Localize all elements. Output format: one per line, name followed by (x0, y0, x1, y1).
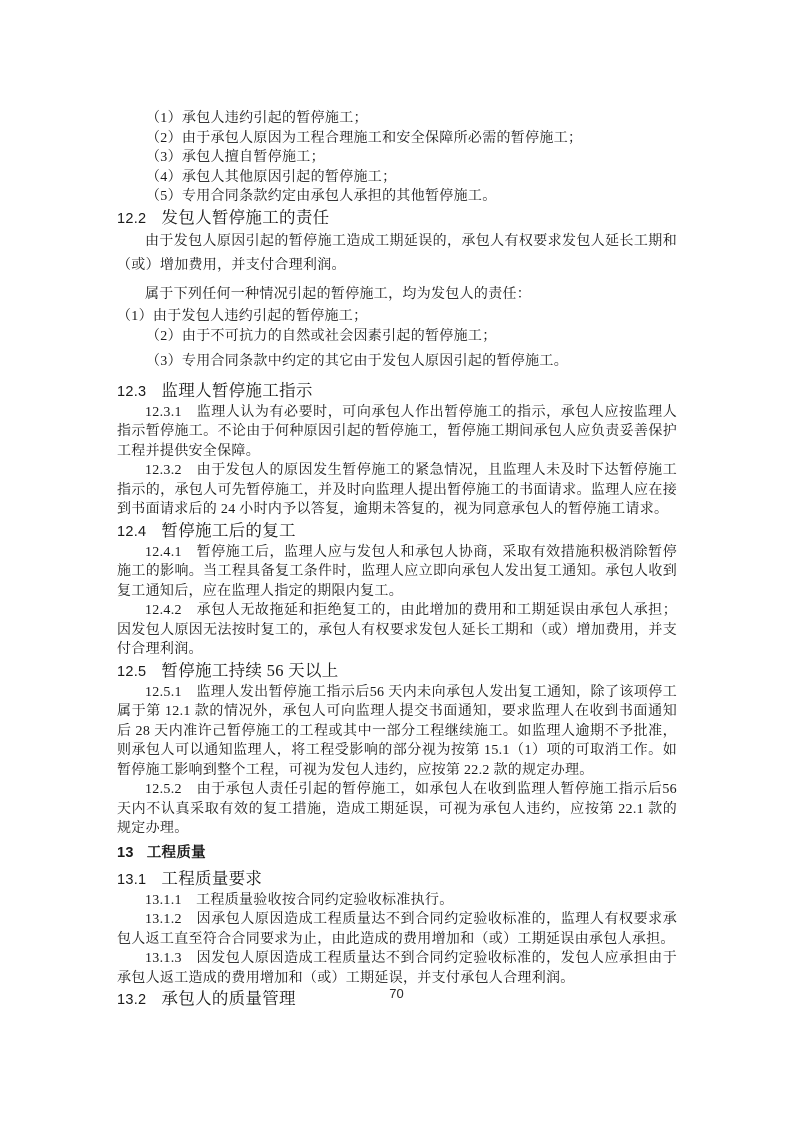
clause-paragraph: 13.1.1 工程质量验收按合同约定验收标准执行。 (145, 892, 454, 908)
section-number: 12.3 (117, 383, 147, 400)
clause-paragraph: 13.1.2 因承包人原因造成工程质量达不到合同约定验收标准的，监理人有权要求承包人返工直至符合合同要求为止，由此造成的费用增加和（或）工期延误由承包人承担。 (117, 912, 677, 947)
clause-paragraph: 12.3.1 监理人认为有必要时，可向承包人作出暂停施工的指示，承包人应按监理人指示暂停施工。不论由于何种原因引起的暂停施工，暂停施工期间承包人应负责妥善保护工程并提供安全保障。 (117, 404, 677, 459)
clause-list-item: （1）承包人违约引起的暂停施工； (146, 111, 368, 126)
section-title: 监理人暂停施工指示 (161, 380, 313, 400)
clause-list-item: （3）承包人擅自暂停施工； (146, 150, 325, 165)
chapter-title: 工程质量 (146, 844, 206, 861)
section-number: 12.4 (117, 523, 147, 540)
clause-list-item: （3）专用合同条款中约定的其它由于发包人原因引起的暂停施工。 (146, 354, 568, 369)
clause-list-item: （2）由于不可抗力的自然或社会因素引起的暂停施工； (146, 328, 497, 344)
clause-paragraph: 12.5.1 监理人发出暂停施工指示后56 天内未向承包人发出复工通知，除了该项停工属于第 12.1 款的情况外，承包人可向监理人提交书面通知，要求监理人在收到书面通知后 28 天内准许己暂停施工的工程或其中一部分工程继续施工。如监理人逾期不予批准，则承包人可以通知监理人，将工程受影响的部分视为按第 15.1（1）项的可取消工作。如暂停施工影响到整个工程，可视为发包人违约，应按第 22.2 款的规定办理。 (117, 684, 677, 778)
section-heading-12-3 (117, 380, 677, 403)
clause-paragraph: 13.1.3 因发包人原因造成工程质量达不到合同约定验收标准的，发包人应承担由于承包人返工造成的费用增加和（或）工期延误，并支付承包人合理利润。 (117, 951, 677, 986)
clause-list-item: （1）由于发包人违约引起的暂停施工； (117, 309, 368, 324)
contract-text (117, 109, 677, 1011)
clause-list-item: （5）专用合同条款约定由承包人承担的其他暂停施工。 (146, 189, 497, 204)
section-heading-12-4 (117, 520, 677, 543)
section-title: 工程质量要求 (161, 868, 263, 888)
section-title: 暂停施工后的复工 (161, 520, 296, 540)
page-number: 70 (389, 986, 404, 1001)
clause-list-item: （4）承包人其他原因引起的暂停施工； (146, 169, 397, 185)
section-title: 发包人暂停施工的责任 (161, 207, 330, 227)
section-heading-13-1 (117, 868, 677, 891)
chapter-heading-13 (117, 843, 677, 863)
section-heading-12-2 (117, 207, 677, 230)
section-number: 12.2 (117, 210, 147, 227)
chapter-number: 13 (117, 844, 134, 861)
clause-paragraph: 12.4.2 承包人无故拖延和拒绝复工的，由此增加的费用和工期延误由承包人承担；因发包人原因无法按时复工的，承包人有权要求发包人延长工期和（或）增加费用，并支付合理利润。 (117, 603, 677, 657)
clause-paragraph: 属于下列任何一种情况引起的暂停施工，均为发包人的责任： (145, 286, 532, 302)
section-number: 13.2 (117, 992, 147, 1008)
clause-paragraph: 由于发包人原因引起的暂停施工造成工期延误的，承包人有权要求发包人延长工期和（或）增加费用，并支付合理利润。 (117, 233, 677, 273)
section-heading-12-5 (117, 660, 677, 683)
clause-list-item: （2）由于承包人原因为工程合理施工和安全保障所必需的暂停施工； (146, 130, 583, 146)
clause-paragraph: 12.3.2 由于发包人的原因发生暂停施工的紧急情况，且监理人未及时下达暂停施工指示的，承包人可先暂停施工，并及时向监理人提出暂停施工的书面请求。监理人应在接到书面请求后的 24 小时内予以答复，逾期未答复的，视为同意承包人的暂停施工请求。 (117, 463, 677, 517)
section-number: 12.5 (117, 663, 147, 680)
section-number: 13.1 (117, 871, 147, 888)
section-title: 暂停施工持续 56 天以上 (161, 660, 339, 680)
section-title: 承包人的质量管理 (161, 989, 296, 1008)
clause-paragraph: 12.5.2 由于承包人责任引起的暂停施工，如承包人在收到监理人暂停施工指示后56 天内不认真采取有效的复工措施，造成工期延误，可视为承包人违约，应按第 22.1 款的规定办理。 (117, 782, 677, 836)
clause-paragraph: 12.4.1 暂停施工后，监理人应与发包人和承包人协商，采取有效措施积极消除暂停施工的影响。当工程具备复工条件时，监理人应立即向承包人发出复工通知。承包人收到复工通知后，应在监理人指定的期限内复工。 (117, 544, 677, 599)
